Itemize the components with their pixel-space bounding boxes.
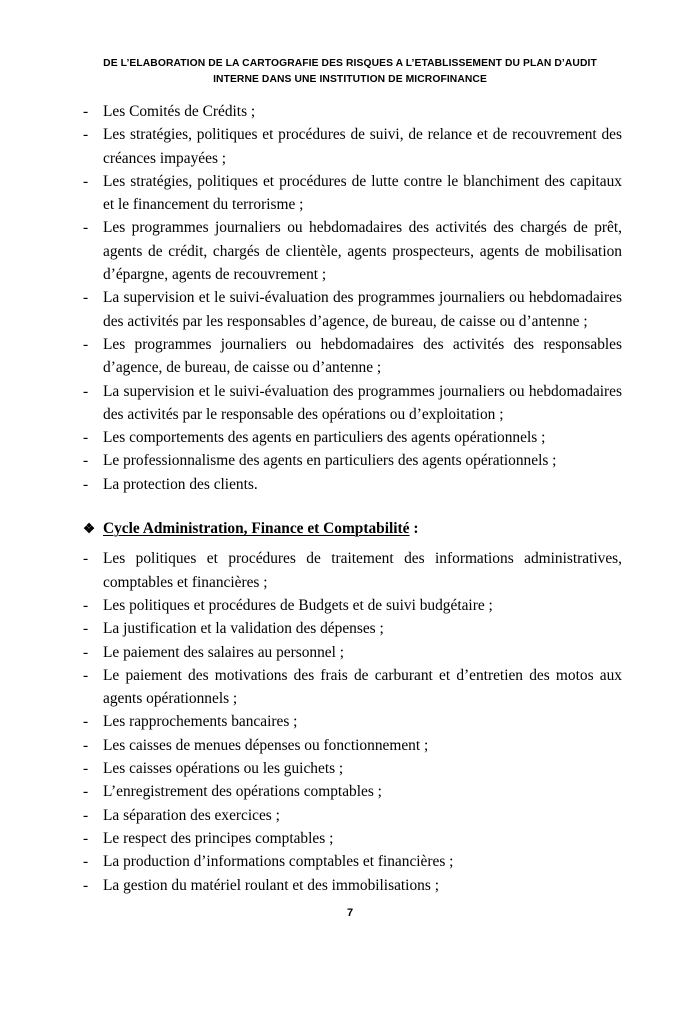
list-item [82, 757, 622, 780]
list-item-text: La séparation des exercices ; [103, 806, 280, 824]
list-item [82, 617, 622, 640]
dash-bullet-icon: - [83, 289, 89, 307]
dash-bullet-icon: - [83, 806, 89, 824]
list-item [82, 286, 622, 333]
dash-bullet-icon: - [83, 783, 89, 801]
list-item-text: Les Comités de Crédits ; [103, 103, 256, 120]
bullet-list-administration-cycle [82, 547, 622, 896]
list-item-text: La protection des clients. [103, 475, 258, 493]
list-item [82, 123, 622, 170]
list-item [82, 641, 622, 664]
list-item-text: Les stratégies, politiques et procédures de lutte contre le blanchiment des capitaux et le financement du terrorisme ; [103, 172, 622, 214]
list-item-text: Le respect des principes comptables ; [103, 829, 334, 847]
bullet-list-credit-cycle [82, 100, 622, 496]
list-item-text: Les politiques et procédures de Budgets et de suivi budgétaire ; [103, 596, 493, 614]
list-item-text: Les programmes journaliers ou hebdomadaires des activités des chargés de prêt, agents de crédit, chargés de clientèle, agents prospecteurs, agents de mobilisation d’épargne, agents de recouvrement ; [103, 219, 622, 284]
dash-bullet-icon: - [83, 853, 89, 871]
dash-bullet-icon: - [83, 452, 89, 470]
dash-bullet-icon: - [83, 713, 89, 731]
list-item [82, 380, 622, 427]
header-line-2: INTERNE DANS UNE INSTITUTION DE MICROFINANCE [213, 74, 487, 85]
list-item [82, 804, 622, 827]
dash-bullet-icon: - [83, 760, 89, 778]
list-item [82, 100, 622, 123]
dash-bullet-icon: - [83, 126, 89, 144]
dash-bullet-icon: - [83, 596, 89, 614]
list-item [82, 547, 622, 594]
dash-bullet-icon: - [83, 829, 89, 847]
document-body [82, 100, 622, 897]
heading-spacer [82, 540, 622, 547]
list-item [82, 170, 622, 217]
dash-bullet-icon: - [83, 219, 89, 237]
list-item [82, 594, 622, 617]
header-line-1: DE L’ELABORATION DE LA CARTOGRAFIE DES RISQUES A L’ETABLISSEMENT DU PLAN D’AUDIT [103, 58, 597, 69]
dash-bullet-icon: - [83, 736, 89, 754]
dash-bullet-icon: - [83, 550, 89, 568]
list-item-text: Les politiques et procédures de traitement des informations administratives, comptables et financières ; [103, 550, 622, 591]
section-heading-text: Cycle Administration, Finance et Comptabilité [103, 520, 410, 538]
section-spacer [82, 496, 622, 517]
list-item [82, 473, 622, 496]
list-item-text: La supervision et le suivi-évaluation des programmes journaliers ou hebdomadaires des activités par le responsable des opérations ou d’exploitation ; [103, 382, 622, 423]
list-item [82, 734, 622, 757]
list-item [82, 780, 622, 803]
dash-bullet-icon: - [83, 103, 89, 120]
list-item [82, 426, 622, 449]
document-running-header [78, 56, 622, 88]
dash-bullet-icon: - [83, 620, 89, 638]
list-item-text: La production d’informations comptables et financières ; [103, 853, 454, 871]
list-item [82, 850, 622, 873]
list-item [82, 333, 622, 380]
list-item-text: Les programmes journaliers ou hebdomadaires des activités des responsables d’agence, de bureau, de caisse ou d’antenne ; [103, 335, 622, 377]
list-item [82, 710, 622, 733]
section-heading-colon: : [409, 520, 419, 538]
dash-bullet-icon: - [83, 876, 89, 894]
dash-bullet-icon: - [83, 429, 89, 447]
diamond-bullet-icon: ❖ [83, 521, 96, 537]
list-item [82, 216, 622, 286]
list-item [82, 827, 622, 850]
section-heading-administration-finance-comptabilite [82, 517, 622, 540]
list-item-text: Les rapprochements bancaires ; [103, 713, 298, 731]
list-item-text: La supervision et le suivi-évaluation des programmes journaliers ou hebdomadaires des activités par les responsables d’agence, de bureau, de caisse ou d’antenne ; [103, 289, 622, 330]
dash-bullet-icon: - [83, 382, 89, 400]
list-item-text: Les stratégies, politiques et procédures de suivi, de relance et de recouvrement des créances impayées ; [103, 126, 622, 167]
list-item-text: Les comportements des agents en particuliers des agents opérationnels ; [103, 429, 546, 447]
dash-bullet-icon: - [83, 643, 89, 661]
list-item [82, 664, 622, 711]
list-item-text: La gestion du matériel roulant et des immobilisations ; [103, 876, 439, 894]
dash-bullet-icon: - [83, 335, 89, 353]
list-item-text: Les caisses opérations ou les guichets ; [103, 760, 344, 778]
list-item-text: Le paiement des motivations des frais de carburant et d’entretien des motos aux agents opérationnels ; [103, 666, 622, 708]
list-item-text: La justification et la validation des dépenses ; [103, 620, 384, 638]
list-item-text: L’enregistrement des opérations comptables ; [103, 783, 382, 801]
dash-bullet-icon: - [83, 475, 89, 493]
list-item-text: Les caisses de menues dépenses ou fonctionnement ; [103, 736, 429, 754]
dash-bullet-icon: - [83, 172, 89, 190]
list-item [82, 449, 622, 472]
list-item [82, 874, 622, 897]
dash-bullet-icon: - [83, 666, 89, 684]
page-number: 7 [346, 907, 354, 919]
list-item-text: Le paiement des salaires au personnel ; [103, 643, 345, 661]
list-item-text: Le professionnalisme des agents en particuliers des agents opérationnels ; [103, 452, 557, 470]
